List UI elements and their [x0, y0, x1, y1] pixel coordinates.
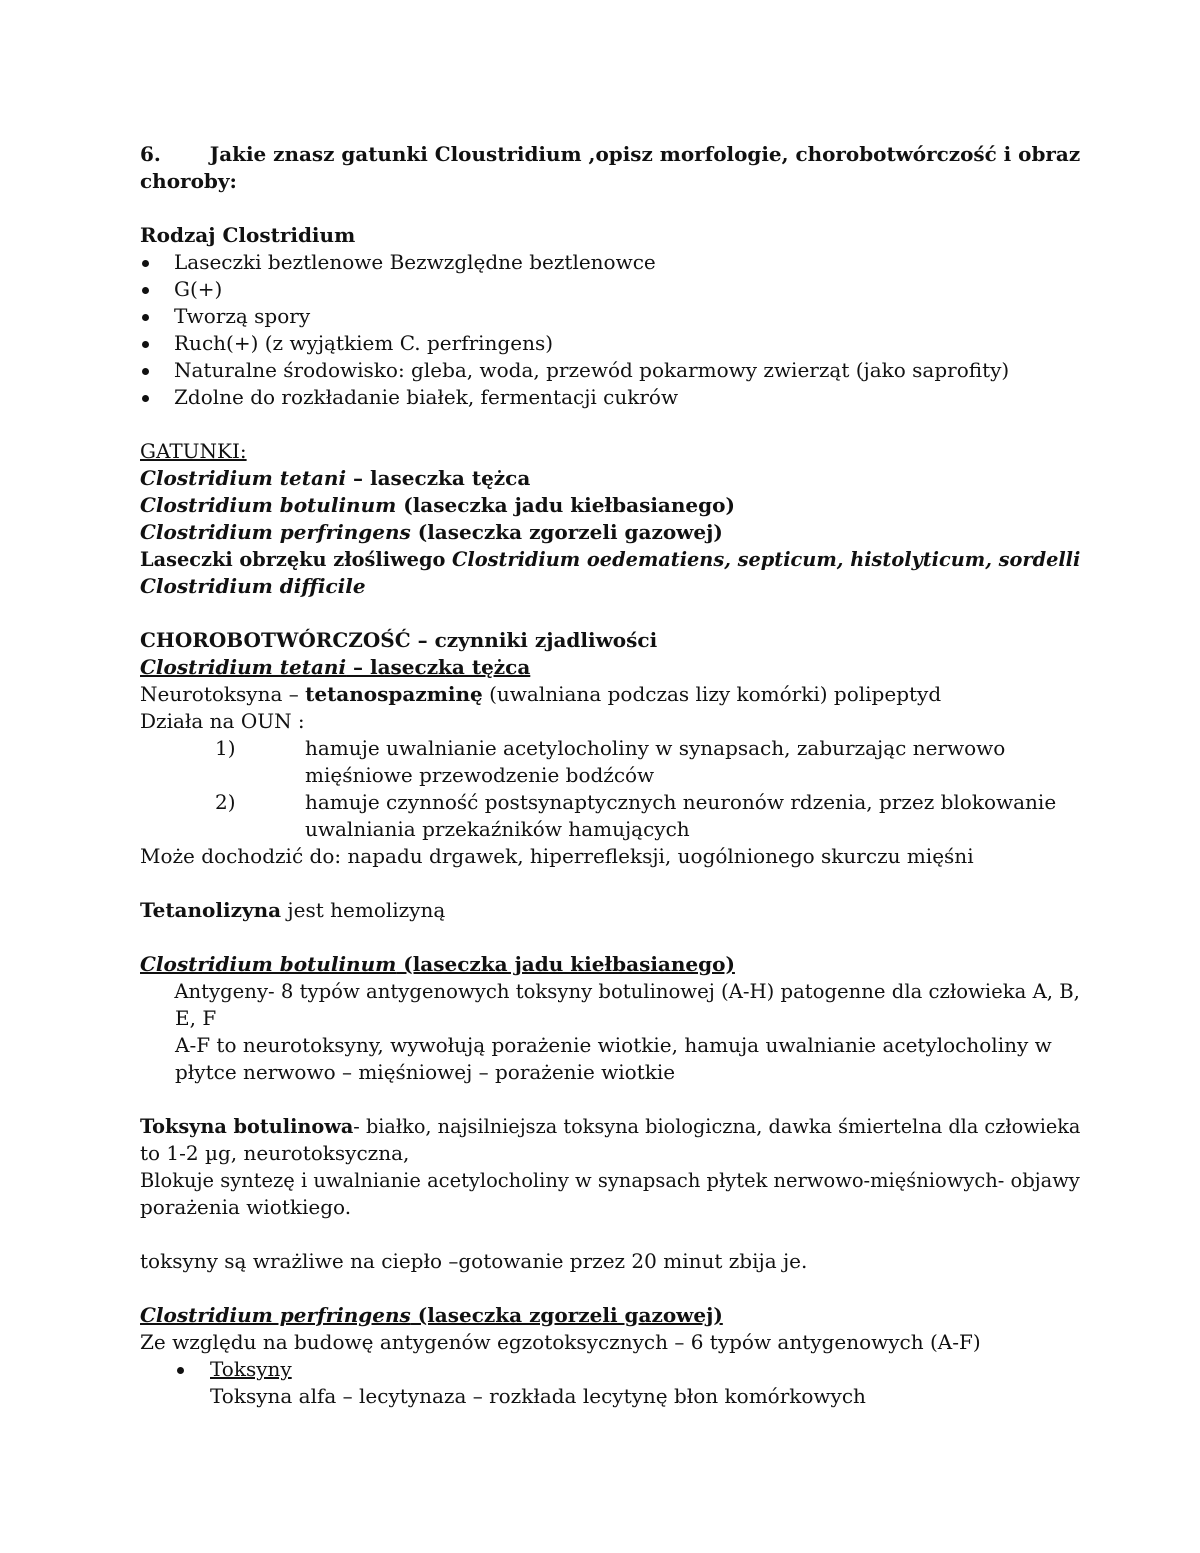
perfringens-subheading: Clostridium perfringens (laseczka zgorzeli gazowej) — [140, 1303, 723, 1327]
af-line-2: płytce nerwowo – mięśniowej – porażenie wiotkie — [175, 1060, 676, 1084]
species-tetani: Clostridium tetani – laseczka tężca — [140, 466, 531, 490]
species-botulinum: Clostridium botulinum (laseczka jadu kiełbasianego) — [140, 493, 735, 517]
genus-bullet: G(+) — [140, 276, 1070, 303]
question-line-1 — [140, 141, 1081, 168]
genus-heading: Rodzaj Clostridium — [140, 223, 356, 247]
genus-bullet: Naturalne środowisko: gleba, woda, przewód pokarmowy zwierząt (jako saprofity) — [140, 357, 1070, 384]
toxin-line-2: to 1-2 µg, neurotoksyczna, — [140, 1141, 410, 1165]
pathogenicity-heading: CHOROBOTWÓRCZOŚĆ – czynniki zjadliwości — [140, 628, 658, 652]
tetanolysin-line: Tetanolizyna jest hemolizyną — [140, 898, 446, 922]
neurotoxin-line: Neurotoksyna – tetanospazminę (uwalniana podczas lizy komórki) polipeptyd — [140, 682, 942, 706]
genus-bullet: Laseczki beztlenowe Bezwzględne beztlenowce — [140, 249, 1070, 276]
effects-line: Może dochodzić do: napadu drgawek, hiperrefleksji, uogólnionego skurczu mięśni — [140, 844, 974, 868]
species-difficile: Clostridium difficile — [140, 574, 366, 598]
document-page — [140, 141, 1081, 1410]
question-text: Jakie znasz gatunki Cloustridium ,opisz morfologie, chorobotwórczość i obraz — [209, 142, 1081, 166]
numbered-item-2: 2) hamuje czynność postsynaptycznych neuronów rdzenia, przez blokowanie uwalniania przekaźników hamujących — [215, 790, 1057, 841]
blocks-line-2: porażenia wiotkiego. — [140, 1195, 352, 1219]
species-heading: GATUNKI: — [140, 439, 247, 463]
antigen-types-line: Ze względu na budowę antygenów egzotoksycznych – 6 typów antygenowych (A-F) — [140, 1330, 981, 1354]
question-number: 6. — [140, 142, 161, 166]
blocks-line-1: Blokuje syntezę i uwalnianie acetylocholiny w synapsach płytek nerwowo-mięśniowych- objawy — [140, 1168, 1080, 1192]
toxin-line-1: Toksyna botulinowa- białko, najsilniejsza toksyna biologiczna, dawka śmiertelna dla człowieka — [140, 1114, 1081, 1138]
alpha-toxin-line: Toksyna alfa – lecytynaza – rozkłada lecytynę błon komórkowych — [210, 1384, 866, 1408]
botulinum-subheading: Clostridium botulinum (laseczka jadu kiełbasianego) — [140, 952, 735, 976]
toxins-bullet: Toksyny — [140, 1356, 1070, 1383]
genus-bullet: Ruch(+) (z wyjątkiem C. perfringens) — [140, 330, 1070, 357]
species-perfringens: Clostridium perfringens (laseczka zgorzeli gazowej) — [140, 520, 723, 544]
numbered-item-1: 1) hamuje uwalnianie acetylocholiny w synapsach, zaburzając nerwowo mięśniowe przewodzenie bodźców — [215, 736, 1006, 787]
genus-bullet: Zdolne do rozkładanie białek, fermentacji cukrów — [140, 384, 1070, 411]
tetani-subheading: Clostridium tetani – laseczka tężca — [140, 655, 531, 679]
af-line-1: A-F to neurotoksyny, wywołują porażenie wiotkie, hamuja uwalnianie acetylocholiny w — [175, 1033, 1052, 1057]
heat-line: toksyny są wrażliwe na ciepło –gotowanie przez 20 minut zbija je. — [140, 1249, 808, 1273]
question-line-2: choroby: — [140, 169, 237, 193]
species-oedema: Laseczki obrzęku złośliwego Clostridium oedematiens, septicum, histolyticum, sordelli — [140, 547, 1081, 571]
genus-bullet: Tworzą spory — [140, 303, 1070, 330]
acts-on-line: Działa na OUN : — [140, 709, 305, 733]
antigens-line-1: Antygeny- 8 typów antygenowych toksyny botulinowej (A-H) patogenne dla człowieka A, B, — [174, 979, 1080, 1003]
antigens-line-2: E, F — [175, 1006, 217, 1030]
